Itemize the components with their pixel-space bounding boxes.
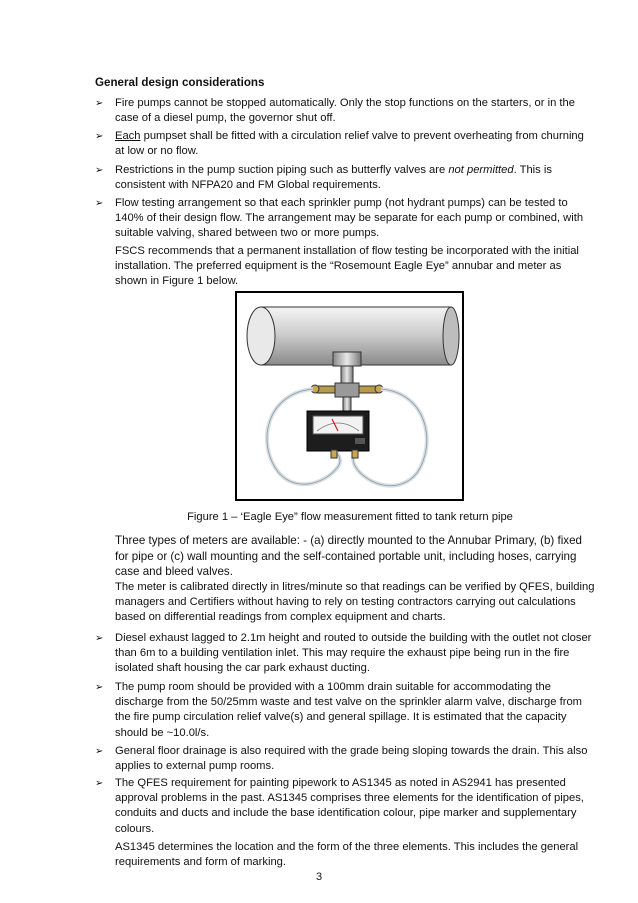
bullet-text bbox=[115, 163, 595, 193]
bullet-text-before: Restrictions in the pump suction piping such as butterfly valves are bbox=[115, 164, 449, 176]
bullet-text: The pump room should be provided with a 100mm drain suitable for accommodating the discharge from the 50/25mm waste and test valve on the sprinkler alarm valve, discharge from the fire pump circulation relief valve(s) and general spillage. It is estimated that the capacity should be ~10.0l/s. bbox=[115, 681, 582, 739]
fscs-paragraph: FSCS recommends that a permanent installation of flow testing be incorporated with the initial installation. The preferred equipment is the “Rosemount Eagle Eye” annubar and meter as shown in Figure 1 below. bbox=[115, 245, 579, 288]
bullet-text: Diesel exhaust lagged to 2.1m height and routed to outside the building with the outlet not closer than 6m to a building ventilation inlet. This may require the exhaust pipe being run in the fire isolated shaft housing the car park exhaust ducting. bbox=[115, 632, 592, 675]
meters-paragraph: Three types of meters are available: - (a) directly mounted to the Annubar Primary, (b) fixed for pipe or (c) wall mounting and the self-contained portable unit, including hoses, carrying case and bleed valves. bbox=[115, 534, 582, 579]
valve-block bbox=[335, 383, 359, 397]
bullet-text-after: . This is consistent with NFPA20 and FM Global requirements. bbox=[115, 164, 552, 192]
arrow-bullet-icon: ➢ bbox=[95, 682, 104, 693]
calibrated-paragraph: The meter is calibrated directly in litres/minute so that readings can be verified by QFES, building managers and Certifiers without having to rely on testing contractors carrying out calculations based on differential readings from complex equipment and charts. bbox=[115, 581, 595, 624]
bullet-text: General floor drainage is also required with the grade being sloping towards the drain. This also applies to external pump rooms. bbox=[115, 745, 588, 773]
underlined-word: Each bbox=[115, 130, 141, 142]
bullet-text: Fire pumps cannot be stopped automatically. Only the stop functions on the starters, or in the case of a diesel pump, the governor shut off. bbox=[115, 97, 575, 125]
arrow-bullet-icon: ➢ bbox=[95, 165, 104, 176]
pipe-end-right bbox=[443, 307, 459, 365]
lower-stem bbox=[343, 397, 351, 411]
arrow-bullet-icon: ➢ bbox=[95, 131, 104, 142]
arrow-bullet-icon: ➢ bbox=[95, 746, 104, 757]
left-valve bbox=[317, 386, 335, 393]
arrow-bullet-icon: ➢ bbox=[95, 198, 104, 209]
bullet-text-rest: pumpset shall be fitted with a circulation relief valve to prevent overheating from churning at low or no flow. bbox=[115, 130, 584, 158]
arrow-bullet-icon: ➢ bbox=[95, 778, 104, 789]
section-heading: General design considerations bbox=[95, 76, 265, 89]
italic-phrase: not permitted bbox=[448, 164, 514, 176]
meter-dial bbox=[313, 416, 363, 434]
figure-eagle-eye bbox=[235, 291, 464, 501]
mount-saddle bbox=[333, 352, 361, 366]
arrow-bullet-icon: ➢ bbox=[95, 98, 104, 109]
bullet-text bbox=[115, 129, 595, 159]
figure-caption: Figure 1 – ‘Eagle Eye” flow measurement fitted to tank return pipe bbox=[187, 511, 513, 523]
page-number: 3 bbox=[315, 871, 323, 883]
as1345-paragraph: AS1345 determines the location and the form of the three elements. This includes the general requirements and form of marking. bbox=[115, 841, 579, 869]
eagle-eye-meter-illustration bbox=[237, 293, 462, 499]
bullet-text: Flow testing arrangement so that each sprinkler pump (not hydrant pumps) can be tested to 140% of their design flow. The arrangement may be separate for each pump or combined, with suitable valving, shared between two or more pumps. bbox=[115, 197, 584, 240]
bullet-text: The QFES requirement for painting pipework to AS1345 as noted in AS2941 has presented approval problems in the past. AS1345 comprises three elements for the identification of pipes, conduits and ducts and include the base identification colour, pipe marker and supplementary colours. bbox=[115, 777, 584, 835]
pipe-end-left bbox=[247, 307, 275, 365]
arrow-bullet-icon: ➢ bbox=[95, 633, 104, 644]
right-valve bbox=[359, 386, 377, 393]
